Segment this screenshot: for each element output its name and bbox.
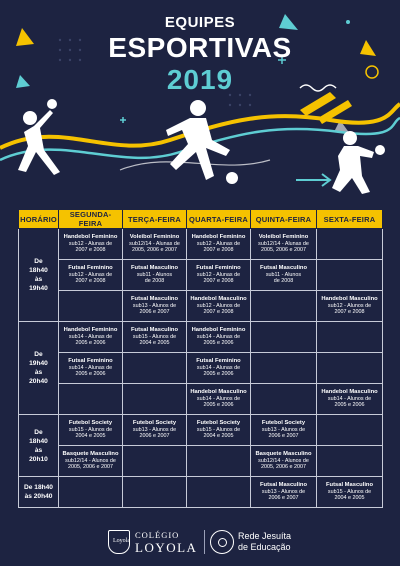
sport-detail: sub15 - Alunos de (196, 426, 241, 433)
schedule-cell (59, 260, 123, 291)
time-slot-1 (19, 229, 59, 322)
sport-name: Basquete Masculino (62, 451, 119, 458)
sport-detail: sub12 - Alunas de (68, 271, 113, 278)
sport-name: Handebol Feminino (63, 327, 118, 334)
sport-name: Futsal Masculino (130, 296, 179, 303)
sport-detail: sub12 - Alunos de (327, 302, 372, 309)
sport-name: Futsal Masculino (259, 482, 308, 489)
time-text: 19h40 (29, 360, 48, 367)
schedule-cell (187, 353, 251, 384)
empty-cell (251, 353, 317, 384)
schedule-cell (187, 415, 251, 446)
sport-detail: sub12/14 - Alunas de (129, 240, 180, 247)
time-text: às (34, 369, 43, 376)
schedule-cell (187, 291, 251, 322)
title-line-1: EQUIPES (164, 14, 236, 31)
header-artwork (0, 0, 400, 200)
sport-name: Handebol Masculino (190, 389, 247, 396)
sport-detail: sub15 - Alunos de (68, 426, 113, 433)
sport-detail: 2006 e 2007 (268, 495, 299, 502)
sport-detail: 2005, 2006 e 2007 (132, 247, 177, 254)
sport-detail: 2005, 2006 e 2007 (68, 464, 113, 471)
sport-name: Futebol Society (132, 420, 177, 427)
sport-detail: sub15 - Alunos de (132, 333, 177, 340)
time-text: 18h40 (29, 267, 48, 274)
schedule-cell (59, 322, 123, 353)
schedule-cell (123, 260, 187, 291)
sport-detail: 2006 e 2007 (139, 309, 170, 316)
shield-badge-text: Loyola (113, 538, 130, 544)
sport-name: Futebol Society (196, 420, 241, 427)
sport-detail: de 2008 (273, 278, 294, 285)
empty-cell (123, 477, 187, 508)
time-text: às (34, 446, 43, 454)
empty-cell (251, 384, 317, 415)
sport-name: Futsal Masculino (325, 482, 374, 489)
volleyball-player-silhouette (332, 131, 385, 194)
sport-detail: 2004 e 2005 (75, 433, 106, 440)
schedule-cell (251, 415, 317, 446)
sport-name: Futsal Masculino (130, 265, 179, 272)
sport-detail: 2005 e 2006 (203, 402, 234, 409)
time-slot-3 (19, 415, 59, 477)
colegio-loyola-logo (108, 528, 198, 558)
table-row (19, 353, 383, 384)
schedule-cell (59, 415, 123, 446)
schedule-cell (251, 477, 317, 508)
schedule-cell (123, 229, 187, 260)
time-text: De (34, 258, 43, 265)
time-text: 20h40 (29, 378, 48, 385)
table-row (19, 477, 383, 508)
empty-cell (59, 384, 123, 415)
time-text: 20h10 (29, 455, 48, 463)
table-row (19, 446, 383, 477)
sport-detail: 2007 e 2008 (75, 278, 106, 285)
schedule-cell (187, 322, 251, 353)
time-text: 19h40 (29, 285, 48, 292)
table-row (19, 260, 383, 291)
sport-detail: 2007 e 2008 (203, 247, 234, 254)
schedule-cell (317, 384, 383, 415)
time-text: às 20h40 (24, 493, 53, 500)
sport-name: Basquete Masculino (255, 451, 312, 458)
schedule-cell (251, 260, 317, 291)
sport-name: Futsal Feminino (68, 265, 113, 272)
sport-detail: 2005 e 2006 (203, 371, 234, 378)
empty-cell (59, 477, 123, 508)
arrow-icon (296, 174, 330, 186)
sport-detail: sub14 - Alunas de (196, 333, 241, 340)
sport-detail: 2005, 2006 e 2007 (261, 247, 306, 254)
schedule-cell (317, 291, 383, 322)
title-line-2: ESPORTIVAS (108, 32, 292, 63)
sport-name: Futsal Feminino (196, 358, 241, 365)
empty-cell (187, 477, 251, 508)
logo2-line2: de Educação (238, 542, 291, 552)
schedule-cell (123, 291, 187, 322)
time-text: De (34, 428, 43, 436)
schedule-cell (251, 229, 317, 260)
empty-cell (317, 260, 383, 291)
schedule-cell (59, 353, 123, 384)
empty-cell (123, 384, 187, 415)
sport-name: Futebol Society (261, 420, 306, 427)
empty-cell (317, 446, 383, 477)
sport-name: Voleibol Feminino (258, 234, 309, 241)
sport-detail: sub11 - Alunos (265, 271, 302, 278)
sport-detail: sub13 - Alunos de (261, 426, 306, 433)
table-row (19, 229, 383, 260)
header-quarta: QUARTA-FEIRA (187, 210, 251, 229)
sport-name: Handebol Feminino (191, 234, 246, 241)
sport-detail: sub12 - Alunas de (196, 271, 241, 278)
sport-detail: sub13 - Alunos de (132, 426, 177, 433)
schedule-cell (123, 322, 187, 353)
sport-detail: 2005 e 2006 (75, 340, 106, 347)
schedule-cell (59, 446, 123, 477)
empty-cell (251, 291, 317, 322)
sport-detail: sub12/14 - Alunos de (258, 457, 309, 464)
sport-detail: 2004 e 2005 (334, 495, 365, 502)
sport-detail: sub13 - Alunos de (132, 302, 177, 309)
sport-name: Futsal Masculino (259, 265, 308, 272)
sport-detail: sub12/14 - Alunas de (258, 240, 309, 247)
sport-name: Handebol Masculino (190, 296, 247, 303)
sport-detail: sub12/14 - Alunos de (65, 457, 116, 464)
sport-detail: 2005, 2006 e 2007 (261, 464, 306, 471)
time-text: 18h40 (29, 437, 48, 445)
schedule-cell (59, 229, 123, 260)
white-wave (120, 160, 270, 170)
sport-detail: 2007 e 2008 (203, 278, 234, 285)
sport-name: Futsal Masculino (130, 327, 179, 334)
shield-icon (108, 530, 130, 554)
table-header-row (19, 210, 383, 229)
schedule-cell (187, 260, 251, 291)
header-quinta: QUINTA-FEIRA (251, 210, 317, 229)
time-text: De (34, 351, 43, 358)
sport-detail: 2007 e 2008 (75, 247, 106, 254)
logo1-line1: COLÉGIO (135, 530, 180, 540)
empty-cell (187, 446, 251, 477)
sport-detail: 2005 e 2006 (334, 402, 365, 409)
sport-name: Handebol Feminino (63, 234, 118, 241)
sport-name: Handebol Feminino (191, 327, 246, 334)
empty-cell (317, 229, 383, 260)
sport-detail: 2007 e 2008 (334, 309, 365, 316)
sport-name: Voleibol Feminino (129, 234, 180, 241)
empty-cell (251, 322, 317, 353)
schedule-cell (123, 415, 187, 446)
empty-cell (317, 353, 383, 384)
sport-detail: 2006 e 2007 (139, 433, 170, 440)
sport-name: Handebol Masculino (321, 296, 378, 303)
table-row (19, 291, 383, 322)
time-slot-4 (19, 477, 59, 508)
sport-detail: 2005 e 2006 (203, 340, 234, 347)
schedule-cell (187, 229, 251, 260)
logo-divider (204, 530, 205, 554)
sport-detail: 2005 e 2006 (75, 371, 106, 378)
sport-detail: sub14 - Alunos de (327, 395, 372, 402)
logo1-line2: LOYOLA (135, 540, 198, 555)
table-row (19, 384, 383, 415)
empty-cell (317, 415, 383, 446)
sport-name: Handebol Masculino (321, 389, 378, 396)
empty-cell (123, 446, 187, 477)
sport-detail: sub13 - Alunos de (261, 488, 306, 495)
footer (0, 524, 400, 560)
empty-cell (317, 322, 383, 353)
sport-detail: sub15 - Alunos de (327, 488, 372, 495)
sport-detail: sub14 - Alunas de (196, 364, 241, 371)
table-row (19, 322, 383, 353)
schedule-cell (251, 446, 317, 477)
header-sexta: SEXTA-FEIRA (317, 210, 383, 229)
sport-detail: 2004 e 2005 (139, 340, 170, 347)
sport-detail: sub14 - Alunos de (196, 395, 241, 402)
sport-detail: sub12 - Alunas de (196, 240, 241, 247)
sport-detail: sub12 - Alunas de (68, 240, 113, 247)
logo2-line1: Rede Jesuíta (238, 531, 292, 541)
empty-cell (59, 291, 123, 322)
schedule-table (18, 209, 383, 508)
table-row (19, 415, 383, 446)
sport-detail: sub11 - Alunos (136, 271, 173, 278)
seal-icon (210, 530, 234, 554)
time-text: às (34, 276, 43, 283)
rede-jesuita-logo (210, 528, 320, 558)
time-slot-2 (19, 322, 59, 415)
header-terca: TERÇA-FEIRA (123, 210, 187, 229)
sport-name: Futebol Society (68, 420, 113, 427)
sport-name: Futsal Feminino (68, 358, 113, 365)
sport-detail: sub12 - Alunos de (196, 302, 241, 309)
sport-detail: 2007 e 2008 (203, 309, 234, 316)
header-horario: HORÁRIO (19, 210, 59, 229)
soccer-player-silhouette (166, 100, 238, 184)
sport-detail: 2006 e 2007 (268, 433, 299, 440)
empty-cell (123, 353, 187, 384)
header-segunda: SEGUNDA-FEIRA (59, 210, 123, 229)
schedule-cell (187, 384, 251, 415)
schedule-cell (317, 477, 383, 508)
sport-detail: sub14 - Alunas de (68, 364, 113, 371)
time-text: De 18h40 (24, 484, 53, 491)
sport-name: Futsal Feminino (196, 265, 241, 272)
sport-detail: sub14 - Alunas de (68, 333, 113, 340)
sport-detail: de 2008 (144, 278, 165, 285)
sport-detail: 2004 e 2005 (203, 433, 234, 440)
title-year: 2019 (166, 64, 234, 95)
